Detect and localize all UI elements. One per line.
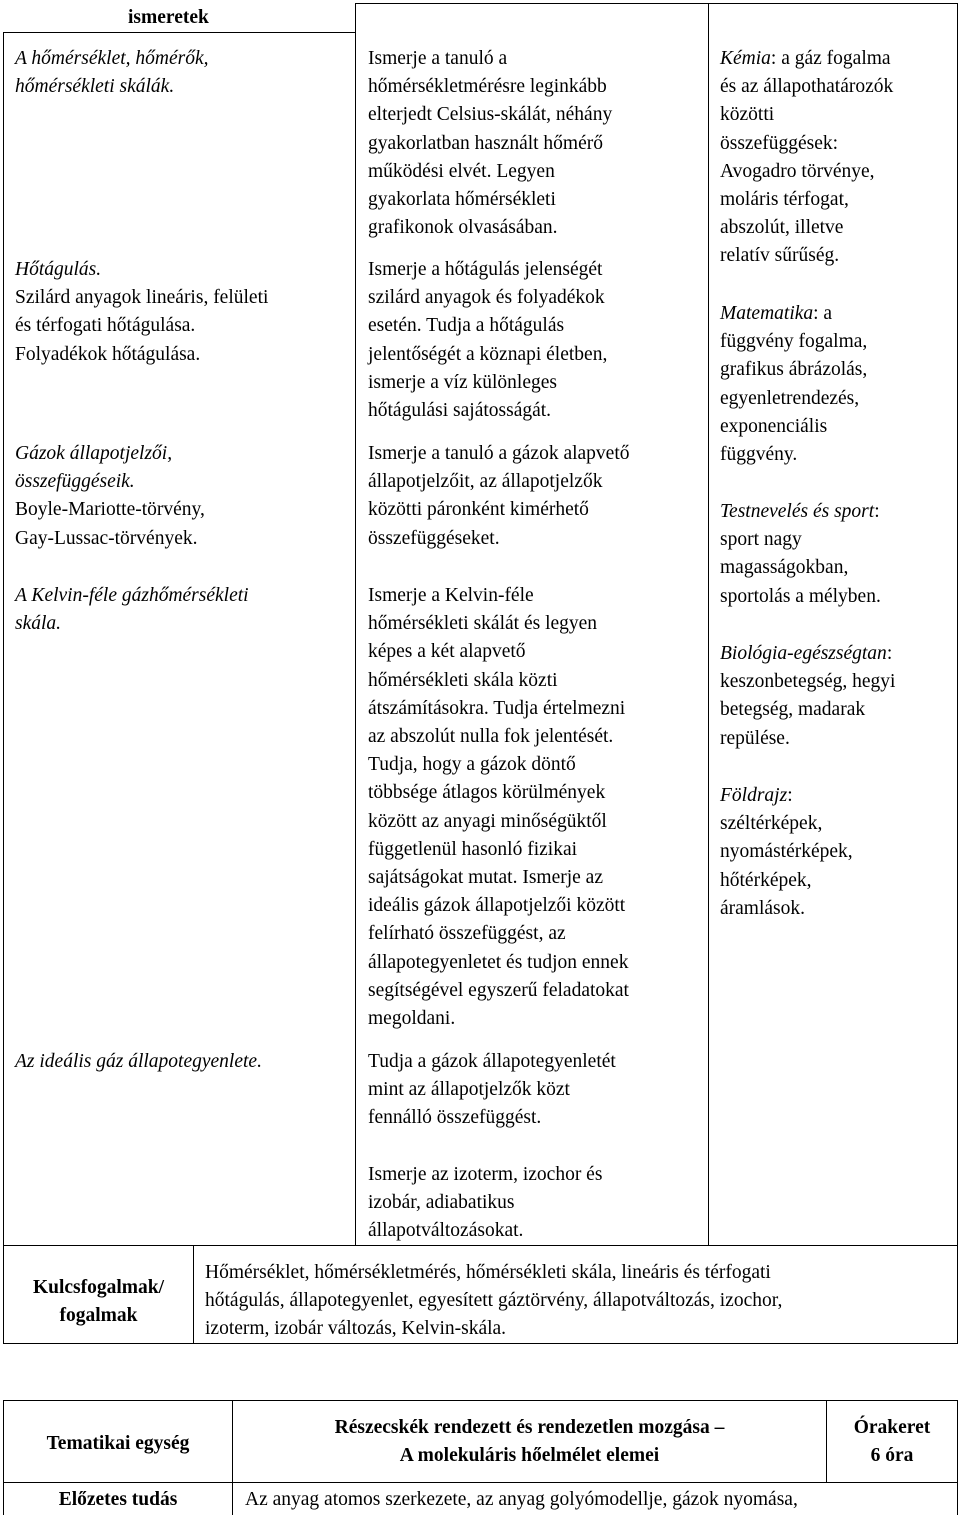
upper-table-top-border xyxy=(355,3,958,4)
keywords-top-border xyxy=(3,1245,958,1246)
unit-table-right-border xyxy=(957,1400,958,1515)
requirement-state-changes: Ismerje az izoterm, izochor és izobár, adiabatikus állapotváltozásokat. xyxy=(368,1164,603,1242)
topic-ideal-gas-equation: Az ideális gáz állapotegyenlete. xyxy=(15,1051,262,1072)
links-biology: Biológia-egészségtan: keszonbetegség, hegyi betegség, madarak repülése. xyxy=(720,643,896,749)
keywords-right-border xyxy=(957,1245,958,1344)
subject-physical-education: Testnevelés és sport xyxy=(720,501,875,522)
requirement-thermal-expansion: Ismerje a hőtágulás jelenségét szilárd anyagok és folyadékok esetén. Tudja a hőtágulás jelentőségét a köznapi életben, ismerje a víz különleges hőtágulási sajátosságát. xyxy=(368,259,608,422)
requirement-ideal-gas-equation: Tudja a gázok állapotegyenletét mint az állapotjelzők közt fennálló összefüggést. xyxy=(368,1051,616,1129)
topic-kelvin-scale: A Kelvin-féle gázhőmérsékleti skála. xyxy=(15,585,249,635)
unit-table-row-divider xyxy=(3,1482,958,1483)
topic-thermal-expansion: Hőtágulás. Szilárd anyagok lineáris, felületi és térfogati hőtágulása. Folyadékok hőtágulása. xyxy=(15,259,269,365)
links-geography: Földrajz: széltérképek, nyomástérképek, hőtérképek, áramlások. xyxy=(720,785,853,919)
keywords-divider xyxy=(193,1245,194,1344)
subject-biology: Biológia-egészségtan xyxy=(720,643,887,664)
prereq-label: Előzetes tudás xyxy=(58,1489,178,1510)
hours-value: 6 óra xyxy=(870,1445,914,1467)
upper-table-left-border xyxy=(3,32,4,1245)
upper-table-col-divider-2 xyxy=(708,3,709,1245)
upper-table-right-border xyxy=(957,3,958,1245)
unit-label: Tematikai egység xyxy=(46,1433,190,1454)
subject-mathematics: Matematika xyxy=(720,303,814,324)
prereq-text: Az anyag atomos szerkezete, az anyag golyómodellje, gázok nyomása, xyxy=(245,1489,798,1510)
links-physical-education: Testnevelés és sport: sport nagy magasságokban, sportolás a mélyben. xyxy=(720,501,881,607)
requirement-gas-state-variables: Ismerje a tanuló a gázok alapvető állapotjelzőit, az állapotjelzők közötti páronként kimérhető összefüggéseket. xyxy=(368,443,630,549)
links-mathematics: Matematika: a függvény fogalma, grafikus ábrázolás, egyenletrendezés, exponenciális függvény. xyxy=(720,303,868,466)
links-chemistry: Kémia: a gáz fogalma és az állapothatározók közötti összefüggések: Avogadro törvénye, moláris térfogat, abszolút, illetve relatív sűrűség. xyxy=(720,48,894,267)
unit-table-top-border xyxy=(3,1400,958,1401)
keywords-text: Hőmérséklet, hőmérsékletmérés, hőmérsékleti skála, lineáris és térfogati hőtágulás, állapotegyenlet, egyesített gáztörvény, állapotváltozás, izochor, izoterm, izobár változás, Kelvin-skála. xyxy=(205,1262,783,1340)
topic-gas-state-variables: Gázok állapotjelzői, összefüggéseik. Boyle-Mariotte-törvény, Gay-Lussac-törvények. xyxy=(15,443,205,549)
topic-temperature: A hőmérséklet, hőmérők, hőmérsékleti skálák. xyxy=(15,48,209,98)
subject-geography: Földrajz xyxy=(720,785,788,806)
unit-title: Részecskék rendezett és rendezetlen mozgása – A molekuláris hőelmélet elemei xyxy=(334,1417,725,1467)
requirement-temperature: Ismerje a tanuló a hőmérsékletmérésre leginkább elterjedt Celsius-skálát, néhány gyakorlatban használt hőmérő működési elvét. Legyen gyakorlata hőmérsékleti grafikonok olvasásában. xyxy=(368,48,613,239)
hours-label: Órakeret xyxy=(853,1417,931,1438)
topics-column xyxy=(15,45,350,101)
keywords-label: Kulcsfogalmak/ fogalmak xyxy=(32,1277,165,1327)
hours-cell xyxy=(827,1414,957,1470)
upper-table-header-label: ismeretek xyxy=(128,7,209,28)
subject-chemistry: Kémia xyxy=(720,48,771,69)
requirement-kelvin-scale: Ismerje a Kelvin-féle hőmérsékleti skálát és legyen képes a két alapvető hőmérsékleti skála közti átszámításokra. Tudja értelmezni az abszolút nulla fok jelentését. Tudja, hogy a gázok döntő többsége átlagos körülmények között az anyagi minőségüktől függetlenül hasonló fizikai sajátságokat mutat. Ismerje az ideális gázok állapotjelzői között felírható összefüggést, az állapotegyenletet és tudjon ennek segítségével egyszerű feladatokat megoldani. xyxy=(368,585,629,1030)
upper-table-col-divider-1 xyxy=(355,3,356,1245)
